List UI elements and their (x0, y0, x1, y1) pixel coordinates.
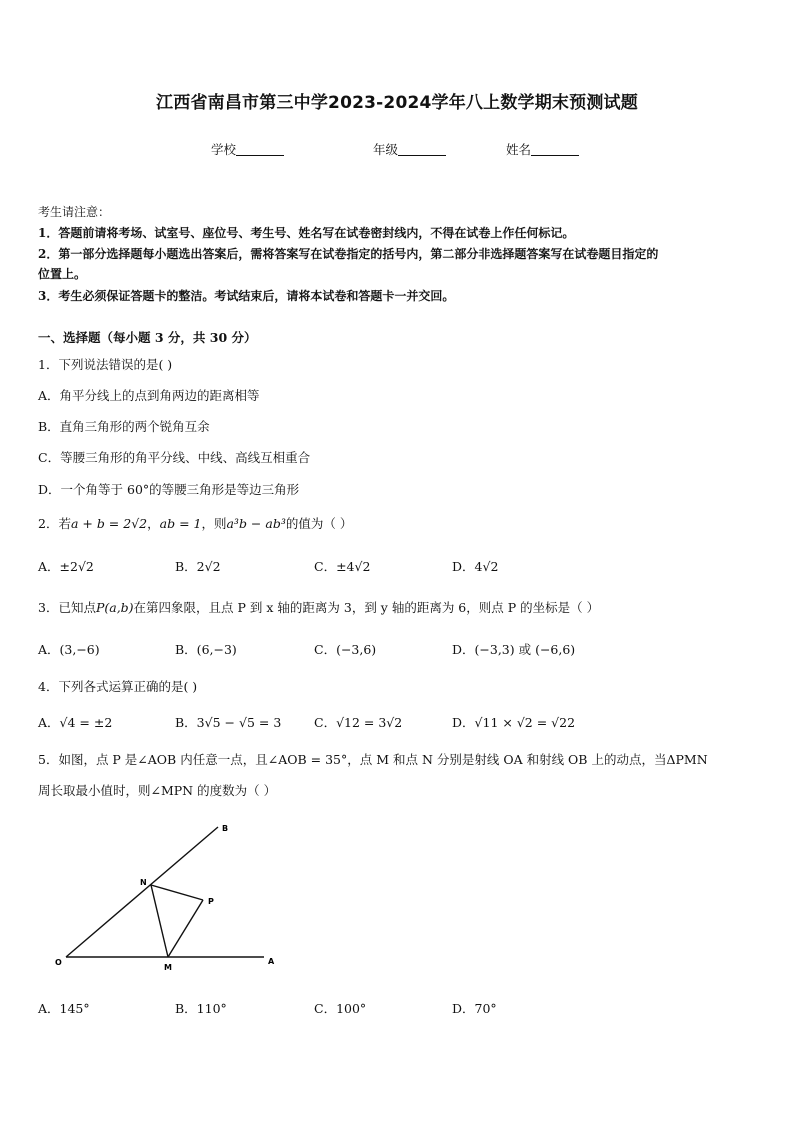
q2-expr3: a³b − ab³ (226, 516, 286, 531)
q5-stem-line2: 周长取最小值时，则∠MPN 的度数为（ ） (38, 783, 277, 798)
q5-option-a[interactable]: A．145° (38, 1001, 90, 1016)
q2-option-a[interactable]: A．±2√2 (38, 559, 94, 574)
q3-option-b[interactable]: B．(6,−3) (175, 642, 237, 657)
notice-item-2: 2．第一部分选择题每小题选出答案后，需将答案写在试卷指定的括号内，第二部分非选择题答案写在试卷题目指定的 (38, 247, 659, 261)
school-label: 学校 (211, 142, 237, 157)
q4-option-a[interactable]: A．√4 = ±2 (38, 715, 113, 730)
q3-stem (38, 598, 599, 616)
q3-option-d[interactable]: D．(−3,3) 或 (−6,6) (452, 642, 576, 657)
q2-stem (38, 514, 352, 532)
segment-pm (168, 900, 203, 957)
angle-figure (40, 815, 300, 980)
q4-option-c[interactable]: C．√12 = 3√2 (314, 715, 403, 730)
name-field (506, 140, 579, 158)
notice-item-1: 1．答题前请将考场、试室号、座位号、考生号、姓名写在试卷密封线内，不得在试卷上作任何标记。 (38, 226, 575, 240)
label-b: B (222, 824, 229, 833)
q1-option-b[interactable]: B．直角三角形的两个锐角互余 (38, 419, 210, 434)
q3-expr: P(a,b) (95, 600, 134, 615)
q1-option-d[interactable]: D．一个角等于 60°的等腰三角形是等边三角形 (38, 482, 300, 497)
q3-stem-b: 在第四象限，且点 P 到 x 轴的距离为 3，到 y 轴的距离为 6，则点 P 的坐标是（ ） (133, 600, 600, 615)
name-blank[interactable] (531, 143, 579, 156)
q2-expr2: ab = 1 (159, 516, 202, 531)
q5-option-d[interactable]: D．70° (452, 1001, 497, 1016)
label-p: P (208, 897, 214, 906)
q2-expr1: a + b = 2√2 (70, 516, 148, 531)
notice-item-2-cont: 位置上。 (38, 267, 87, 281)
q4-option-b[interactable]: B．3√5 − √5 = 3 (175, 715, 282, 730)
name-label: 姓名 (506, 142, 532, 157)
q4-stem: 4．下列各式运算正确的是( ) (38, 679, 198, 694)
notice-heading: 考生请注意： (38, 205, 111, 219)
label-o: O (55, 958, 62, 967)
q5-stem-line1: 5．如图，点 P 是∠AOB 内任意一点，且∠AOB = 35°，点 M 和点 N 分别是射线 OA 和射线 OB 上的动点，当ΔPMN (38, 752, 708, 767)
label-n: N (140, 878, 147, 887)
q1-option-a[interactable]: A．角平分线上的点到角两边的距离相等 (38, 388, 260, 403)
q2-stem-b: ，则 (201, 516, 227, 531)
q5-option-b[interactable]: B．110° (175, 1001, 227, 1016)
q1-option-c[interactable]: C．等腰三角形的角平分线、中线、高线互相重合 (38, 450, 311, 465)
q3-option-a[interactable]: A．(3,−6) (38, 642, 100, 657)
q5-option-c[interactable]: C．100° (314, 1001, 367, 1016)
segment-np (151, 885, 203, 900)
q2-stem-c: 的值为（ ） (285, 516, 353, 531)
notice-item-3: 3．考生必须保证答题卡的整洁。考试结束后，请将本试卷和答题卡一并交回。 (38, 289, 455, 303)
label-m: M (164, 963, 172, 972)
q3-option-c[interactable]: C．(−3,6) (314, 642, 377, 657)
school-field (211, 140, 284, 158)
ray-ob (66, 827, 218, 957)
q2-stem-a: 2．若 (38, 516, 71, 531)
q3-stem-a: 3．已知点 (38, 600, 96, 615)
section-heading: 一、选择题（每小题 3 分，共 30 分） (38, 330, 257, 345)
q2-sep: ， (147, 516, 160, 531)
q2-option-d[interactable]: D．4√2 (452, 559, 499, 574)
q4-option-d[interactable]: D．√11 × √2 = √22 (452, 715, 576, 730)
page-title: 江西省南昌市第三中学2023-2024学年八上数学期末预测试题 (156, 93, 638, 113)
school-blank[interactable] (236, 143, 284, 156)
grade-blank[interactable] (398, 143, 446, 156)
grade-field (373, 140, 446, 158)
q1-stem: 1．下列说法错误的是( ) (38, 357, 173, 372)
segment-nm (151, 885, 168, 957)
grade-label: 年级 (373, 142, 399, 157)
label-a: A (268, 957, 275, 966)
q2-option-b[interactable]: B．2√2 (175, 559, 221, 574)
q2-option-c[interactable]: C．±4√2 (314, 559, 371, 574)
